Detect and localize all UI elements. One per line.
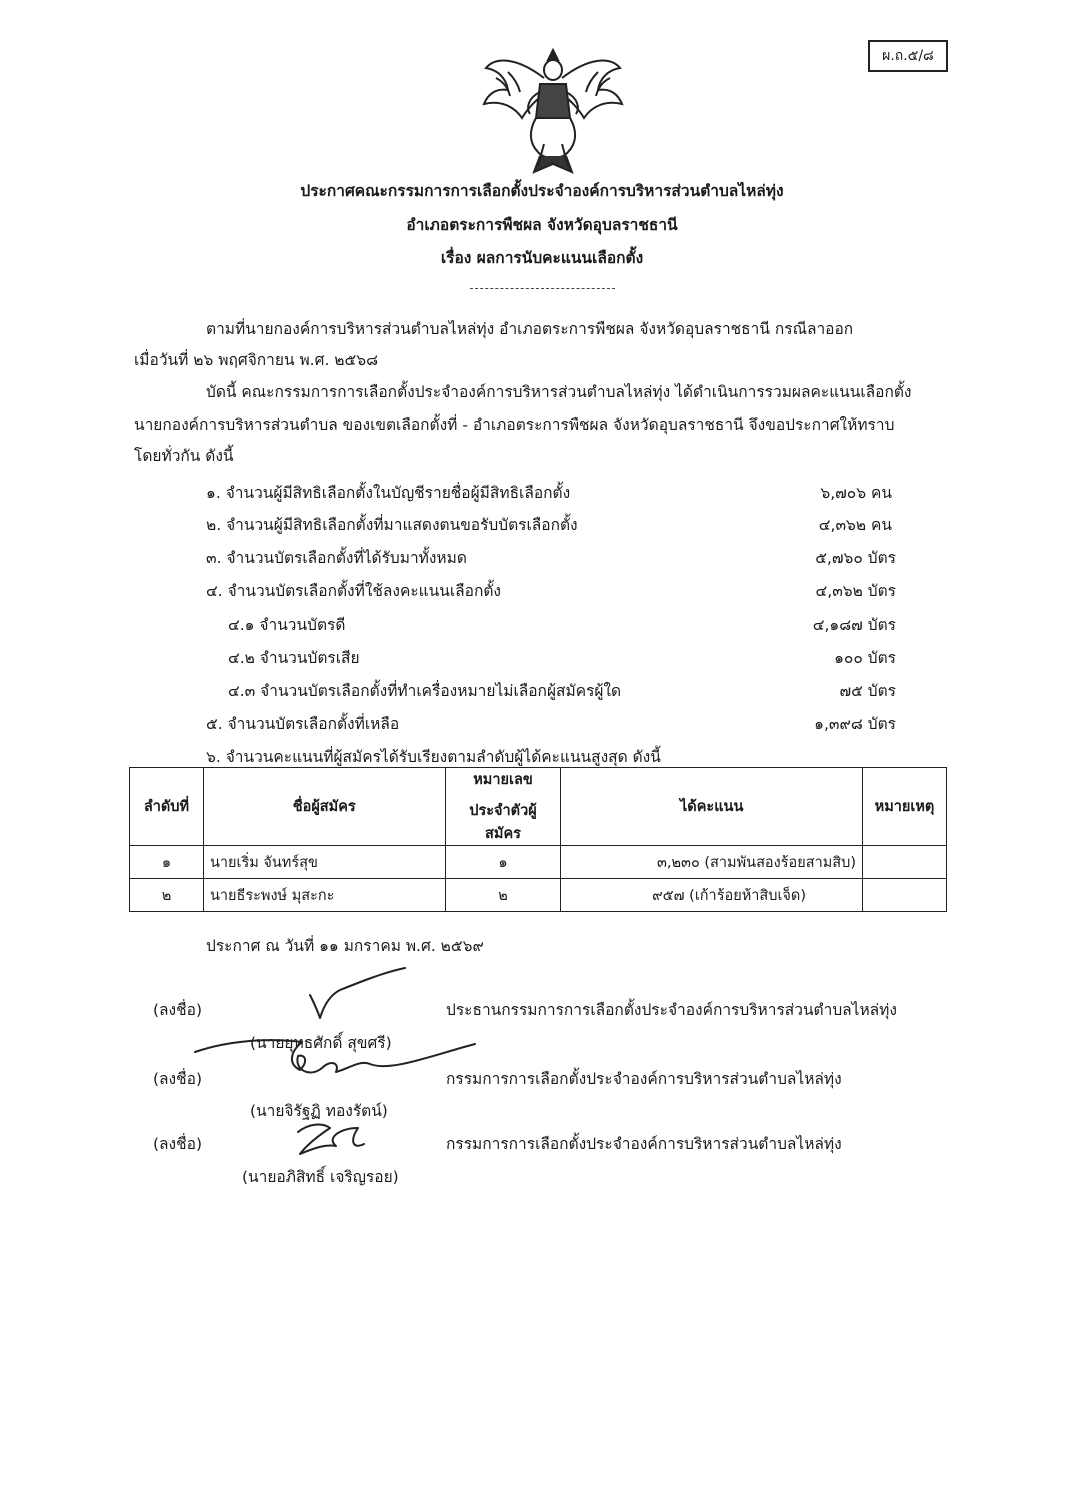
- item-label: ๖. จำนวนคะแนนที่ผู้สมัครได้รับเรียงตามลำดับผู้ได้คะแนนสูงสุด ดังนี้: [206, 748, 661, 766]
- cell-rank: ๑: [130, 846, 204, 879]
- cell-remark: [862, 846, 946, 879]
- item-label: ๔.๓ จำนวนบัตรเลือกตั้งที่ทำเครื่องหมายไม่เลือกผู้สมัครผู้ใด: [228, 682, 622, 700]
- item-label: ๕. จำนวนบัตรเลือกตั้งที่เหลือ: [206, 715, 400, 733]
- item-label: ๑. จำนวนผู้มีสิทธิเลือกตั้งในบัญชีรายชื่อผู้มีสิทธิเลือกตั้ง: [206, 484, 571, 502]
- item-label: ๔. จำนวนบัตรเลือกตั้งที่ใช้ลงคะแนนเลือกตั้ง: [206, 582, 501, 600]
- header-number-line2: ประจำตัวผู้สมัคร: [469, 803, 537, 842]
- signature-name: (นายจิรัฐฏิ ทองรัตน์): [250, 1102, 388, 1120]
- signature-position: กรรมการการเลือกตั้งประจำองค์การบริหารส่วนตำบลไหล่ทุ่ง: [446, 1135, 842, 1153]
- item-value: ๔,๓๖๒ บัตร: [815, 582, 896, 600]
- table-header-row: [130, 768, 947, 846]
- para1-line1: ตามที่นายกองค์การบริหารส่วนตำบลไหล่ทุ่ง อำเภอตระการพืชผล จังหวัดอุบลราชธานี กรณีลาออก: [206, 320, 854, 338]
- item-label: ๓. จำนวนบัตรเลือกตั้งที่ได้รับมาทั้งหมด: [206, 549, 467, 567]
- header-line-3: เรื่อง ผลการนับคะแนนเลือกตั้ง: [440, 249, 644, 267]
- item-value: ๔,๓๖๒ คน: [818, 516, 892, 534]
- item-label: ๔.๒ จำนวนบัตรเสีย: [228, 649, 360, 667]
- para2-line3: โดยทั่วกัน ดังนี้: [134, 447, 234, 465]
- header-line-1: ประกาศคณะกรรมการการเลือกตั้งประจำองค์การบริหารส่วนตำบลไหล่ทุ่ง: [300, 182, 784, 200]
- para2-line1: บัดนี้ คณะกรรมการการเลือกตั้งประจำองค์การบริหารส่วนตำบลไหล่ทุ่ง ได้ดำเนินการรวมผลคะแนนเลือกตั้ง: [206, 383, 912, 401]
- item-label: ๔.๑ จำนวนบัตรดี: [228, 616, 346, 634]
- signature-name: (นายอภิสิทธิ์ เจริญรอย): [242, 1168, 399, 1186]
- cell-rank: ๒: [130, 879, 204, 912]
- announce-date: ประกาศ ณ วันที่ ๑๑ มกราคม พ.ศ. ๒๕๖๙: [206, 937, 484, 955]
- header-name: ชื่อผู้สมัคร: [203, 768, 445, 846]
- header-line-2: อำเภอตระการพืชผล จังหวัดอุบลราชธานี: [406, 216, 678, 234]
- para2-line2: นายกองค์การบริหารส่วนตำบล ของเขตเลือกตั้งที่ - อำเภอตระการพืชผล จังหวัดอุบลราชธานี จึงขอประกาศให้ทราบ: [134, 416, 895, 434]
- item-label: ๒. จำนวนผู้มีสิทธิเลือกตั้งที่มาแสดงตนขอรับบัตรเลือกตั้ง: [206, 516, 578, 534]
- header-rank: ลำดับที่: [130, 768, 204, 846]
- header-number: [445, 768, 561, 846]
- header-score: ได้คะแนน: [561, 768, 863, 846]
- signature-position: ประธานกรรมการการเลือกตั้งประจำองค์การบริหารส่วนตำบลไหล่ทุ่ง: [446, 1001, 897, 1019]
- signature-name: (นายยุทธศักดิ์ สุขศรี): [250, 1034, 392, 1052]
- signature-label: (ลงชื่อ): [153, 1001, 202, 1019]
- divider: [470, 288, 615, 289]
- cell-score: ๓,๒๓๐ (สามพันสองร้อยสามสิบ): [561, 846, 863, 879]
- cell-name: นายเริ่ม จันทร์สุข: [203, 846, 445, 879]
- item-value: ๑๐๐ บัตร: [834, 649, 896, 667]
- garuda-emblem-icon: [478, 48, 628, 178]
- signature-position: กรรมการการเลือกตั้งประจำองค์การบริหารส่วนตำบลไหล่ทุ่ง: [446, 1070, 842, 1088]
- handwritten-signatures: [190, 960, 490, 1170]
- signature-label: (ลงชื่อ): [153, 1070, 202, 1088]
- para1-line2: เมื่อวันที่ ๒๖ พฤศจิกายน พ.ศ. ๒๕๖๘: [134, 351, 379, 369]
- cell-number: ๑: [445, 846, 561, 879]
- item-value: ๗๕ บัตร: [839, 682, 896, 700]
- signature-stroke-2: [195, 1040, 475, 1072]
- results-table: [129, 767, 947, 912]
- item-value: ๕,๗๖๐ บัตร: [815, 549, 896, 567]
- item-value: ๑,๓๙๘ บัตร: [814, 715, 896, 733]
- header-number-line1: หมายเลข: [473, 772, 533, 788]
- signature-stroke-1: [310, 968, 405, 1018]
- signature-stroke-3: [298, 1125, 364, 1154]
- cell-score: ๙๕๗ (เก้าร้อยห้าสิบเจ็ด): [561, 879, 863, 912]
- table-row: [130, 846, 947, 879]
- signature-label: (ลงชื่อ): [153, 1135, 202, 1153]
- cell-remark: [862, 879, 946, 912]
- header-remark: หมายเหตุ: [862, 768, 946, 846]
- table-row: [130, 879, 947, 912]
- form-code-box: ผ.ถ.๕/๘: [868, 40, 948, 72]
- cell-number: ๒: [445, 879, 561, 912]
- item-value: ๔,๑๘๗ บัตร: [812, 616, 896, 634]
- item-value: ๖,๗๐๖ คน: [820, 484, 892, 502]
- cell-name: นายธีระพงษ์ มุสะกะ: [203, 879, 445, 912]
